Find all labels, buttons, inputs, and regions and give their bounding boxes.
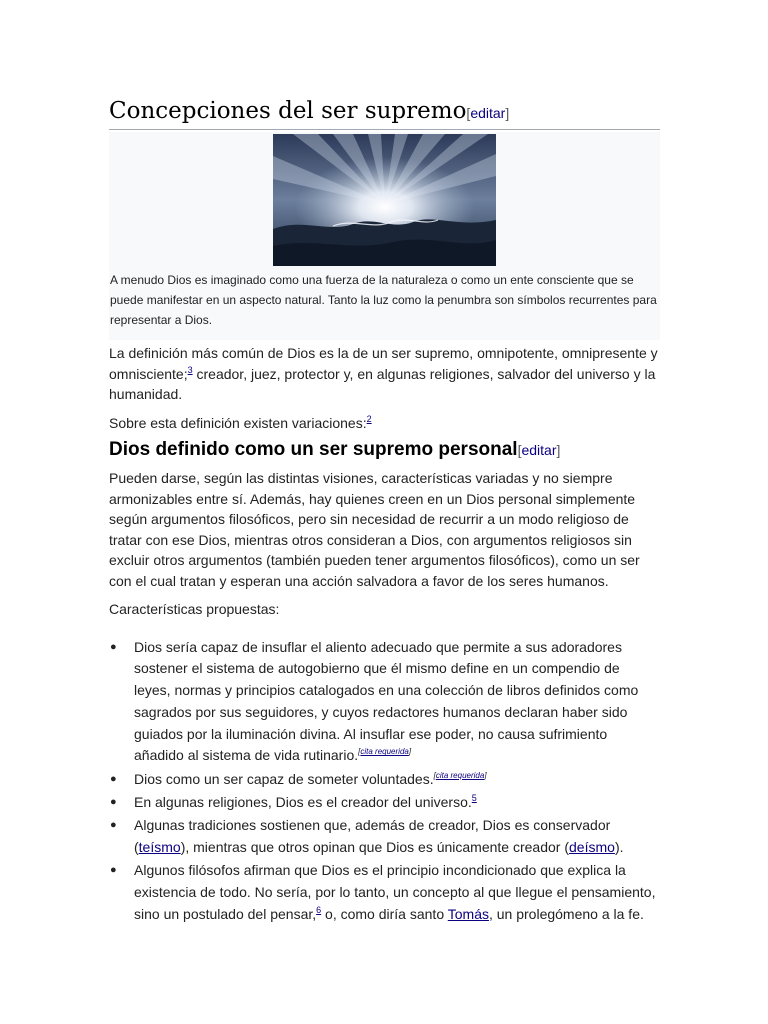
section-title: Concepciones del ser supremo xyxy=(109,98,467,124)
figure-caption: A menudo Dios es imaginado como una fuerza de la naturaleza o como un ente consciente que se puede manifestar en un aspecto natural. Tanto la luz como la penumbra son símbolos recurrentes para representar a Dios. xyxy=(110,273,657,327)
subsection-edit-link[interactable]: editar xyxy=(521,442,557,458)
list-item xyxy=(109,769,660,791)
citation-needed xyxy=(434,771,487,780)
cn-bracket-close: ] xyxy=(408,747,412,757)
intro-paragraph-2 xyxy=(109,413,660,434)
feature-text: o, como diría santo xyxy=(321,906,448,923)
bullet-icon: ● xyxy=(110,640,117,653)
citation-needed xyxy=(358,747,411,756)
section-heading xyxy=(109,96,660,130)
cn-bracket-close: ] xyxy=(484,770,487,780)
bullet-icon: ● xyxy=(110,772,117,785)
edit-bracket-close: ] xyxy=(505,105,510,121)
reference-2-link[interactable]: 2 xyxy=(366,413,372,424)
intro-paragraph-1 xyxy=(109,343,660,405)
variations-text: Sobre esta definición existen variaciones: xyxy=(109,414,367,431)
section-edit-link[interactable]: editar xyxy=(470,105,506,121)
cn-bracket-open: [ xyxy=(358,747,361,757)
edit-bracket-open: [ xyxy=(517,442,522,458)
reference-6-link[interactable]: 6 xyxy=(316,905,322,916)
thumbnail-figure xyxy=(109,132,660,340)
subsection-paragraph: Pueden darse, según las distintas visiones, características variadas y no siempre armonizables entre sí. Además, hay quienes creen en un Dios personal simplemente según argumentos filosóficos, pero sin necesidad de recurrir a un modo religioso de tratar con ese Dios, mientras otros consideran a Dios, con argumentos religiosos sin excluir otros argumentos (también pueden tener argumentos filosóficos), como un ser con el cual tratan y esperan una acción salvadora a favor de los seres humanos. xyxy=(109,470,640,589)
bullet-icon: ● xyxy=(110,819,117,832)
bullet-icon: ● xyxy=(110,864,117,877)
teismo-link[interactable]: teísmo xyxy=(138,839,181,856)
list-item xyxy=(109,637,660,768)
edit-bracket-close: ] xyxy=(556,442,561,458)
bullet-icon: ● xyxy=(110,796,117,809)
sky-rays-image[interactable] xyxy=(273,134,496,266)
intro-text-2: creador, juez, protector y, en algunas religiones, salvador del universo y la humanidad. xyxy=(109,365,656,402)
deismo-link[interactable]: deísmo xyxy=(569,839,615,856)
feature-text: Dios sería capaz de insuflar el aliento adecuado que permite a sus adoradores sostener el sistema de autogobierno que él mismo define en un compendio de leyes, normas y principios catalogados en una colección de libros definidos como sagrados por sus seguidores, y cuyos redactores humanos declaran haber sido guiados por la iluminación divina. Al insuflar ese poder, no causa sufrimiento añadido al sistema de vida rutinario. xyxy=(134,638,639,764)
feature-text: ). xyxy=(614,839,624,856)
citation-needed-link[interactable]: cita requerida xyxy=(360,747,409,757)
features-list xyxy=(109,637,660,926)
feature-text: Dios como un ser capaz de someter voluntades. xyxy=(134,770,434,787)
subsection-heading xyxy=(109,437,660,463)
subsection-title: Dios definido como un ser supremo personal xyxy=(109,439,518,460)
intro-text-1: La definición más común de Dios es la de un ser supremo, omnipotente, omnipresente y omnisciente; xyxy=(109,345,658,382)
feature-text: , un prolegómeno a la fe. xyxy=(488,906,644,923)
list-item xyxy=(109,792,660,814)
list-item xyxy=(109,860,660,925)
edit-bracket-open: [ xyxy=(466,105,471,121)
list-item xyxy=(109,815,660,859)
feature-text: Algunos filósofos afirman que Dios es el principio incondicionado que explica la existencia de todo. No sería, por lo tanto, un concepto al que llegue el pensamiento, sino un postulado del pensar, xyxy=(134,862,656,923)
reference-5 xyxy=(472,793,477,803)
section-edit xyxy=(466,105,509,121)
feature-text: ), mientras que otros opinan que Dios es únicamente creador ( xyxy=(180,839,570,856)
feature-text: Algunas tradiciones sostienen que, además de creador, Dios es conservador ( xyxy=(134,817,611,856)
article-content xyxy=(109,96,660,927)
cn-bracket-open: [ xyxy=(433,770,436,780)
reference-2 xyxy=(367,414,372,424)
subsection-edit xyxy=(518,442,561,458)
tomas-link[interactable]: Tomás xyxy=(447,906,489,923)
feature-text: En algunas religiones, Dios es el creador del universo. xyxy=(134,794,472,811)
reference-5-link[interactable]: 5 xyxy=(471,793,477,804)
citation-needed-link[interactable]: cita requerida xyxy=(435,770,485,780)
features-intro: Características propuestas: xyxy=(109,601,280,617)
reference-3-link[interactable]: 3 xyxy=(187,364,193,375)
